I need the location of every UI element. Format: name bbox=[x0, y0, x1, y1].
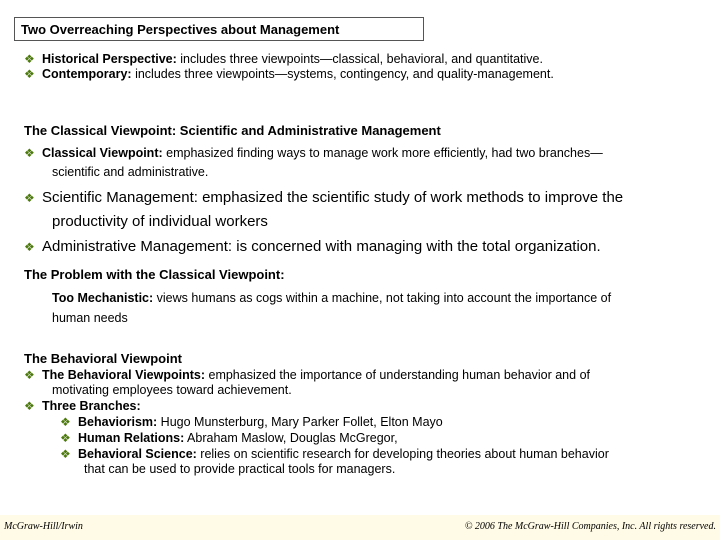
list-item: ❖ Contemporary: includes three viewpoints—systems, contingency, and quality-management. bbox=[24, 67, 554, 81]
sub-list-item: ❖ Human Relations: Abraham Maslow, Douglas McGregor, bbox=[60, 431, 398, 445]
diamond-bullet-icon: ❖ bbox=[24, 146, 35, 160]
footer-copyright: © 2006 The McGraw-Hill Companies, Inc. All rights reserved. bbox=[464, 521, 716, 532]
diamond-bullet-icon: ❖ bbox=[24, 191, 35, 205]
sub-list-item: ❖ Behaviorism: Hugo Munsterburg, Mary Parker Follet, Elton Mayo bbox=[60, 415, 443, 429]
page-title: Two Overreaching Perspectives about Management bbox=[14, 17, 424, 41]
list-item: ❖ The Behavioral Viewpoints: emphasized the importance of understanding human behavior and of bbox=[24, 368, 590, 382]
diamond-bullet-icon: ❖ bbox=[60, 415, 71, 429]
list-item: ❖ Administrative Management: is concerned with managing with the total organization. bbox=[24, 238, 601, 255]
list-item: Too Mechanistic: views humans as cogs within a machine, not taking into account the importance of bbox=[52, 291, 612, 305]
list-item: ❖ Three Branches: bbox=[24, 399, 141, 413]
list-item-continuation: productivity of individual workers bbox=[52, 213, 268, 230]
diamond-bullet-icon: ❖ bbox=[24, 399, 35, 413]
list-item: ❖ Classical Viewpoint: emphasized finding ways to manage work more efficiently, had two branches— bbox=[24, 146, 603, 160]
list-item-continuation: motivating employees toward achievement. bbox=[52, 383, 292, 397]
section-heading: The Problem with the Classical Viewpoint: bbox=[24, 267, 285, 282]
list-item: ❖ Scientific Management: emphasized the scientific study of work methods to improve the bbox=[24, 189, 624, 206]
footer-publisher: McGraw-Hill/Irwin bbox=[4, 521, 83, 532]
diamond-bullet-icon: ❖ bbox=[60, 447, 71, 461]
sub-list-item-continuation: that can be used to provide practical tools for managers. bbox=[84, 462, 396, 476]
diamond-bullet-icon: ❖ bbox=[60, 431, 71, 445]
section-heading: The Behavioral Viewpoint bbox=[24, 351, 182, 366]
diamond-bullet-icon: ❖ bbox=[24, 368, 35, 382]
list-item: ❖ Historical Perspective: includes three viewpoints—classical, behavioral, and quantitative. bbox=[24, 52, 543, 66]
diamond-bullet-icon: ❖ bbox=[24, 240, 35, 254]
list-item-continuation: human needs bbox=[52, 311, 128, 325]
diamond-bullet-icon: ❖ bbox=[24, 52, 35, 66]
list-item-continuation: scientific and administrative. bbox=[52, 165, 209, 179]
diamond-bullet-icon: ❖ bbox=[24, 67, 35, 81]
sub-list-item: ❖ Behavioral Science: relies on scientific research for developing theories about human behavior bbox=[60, 447, 609, 461]
section-heading: The Classical Viewpoint: Scientific and Administrative Management bbox=[24, 123, 441, 138]
